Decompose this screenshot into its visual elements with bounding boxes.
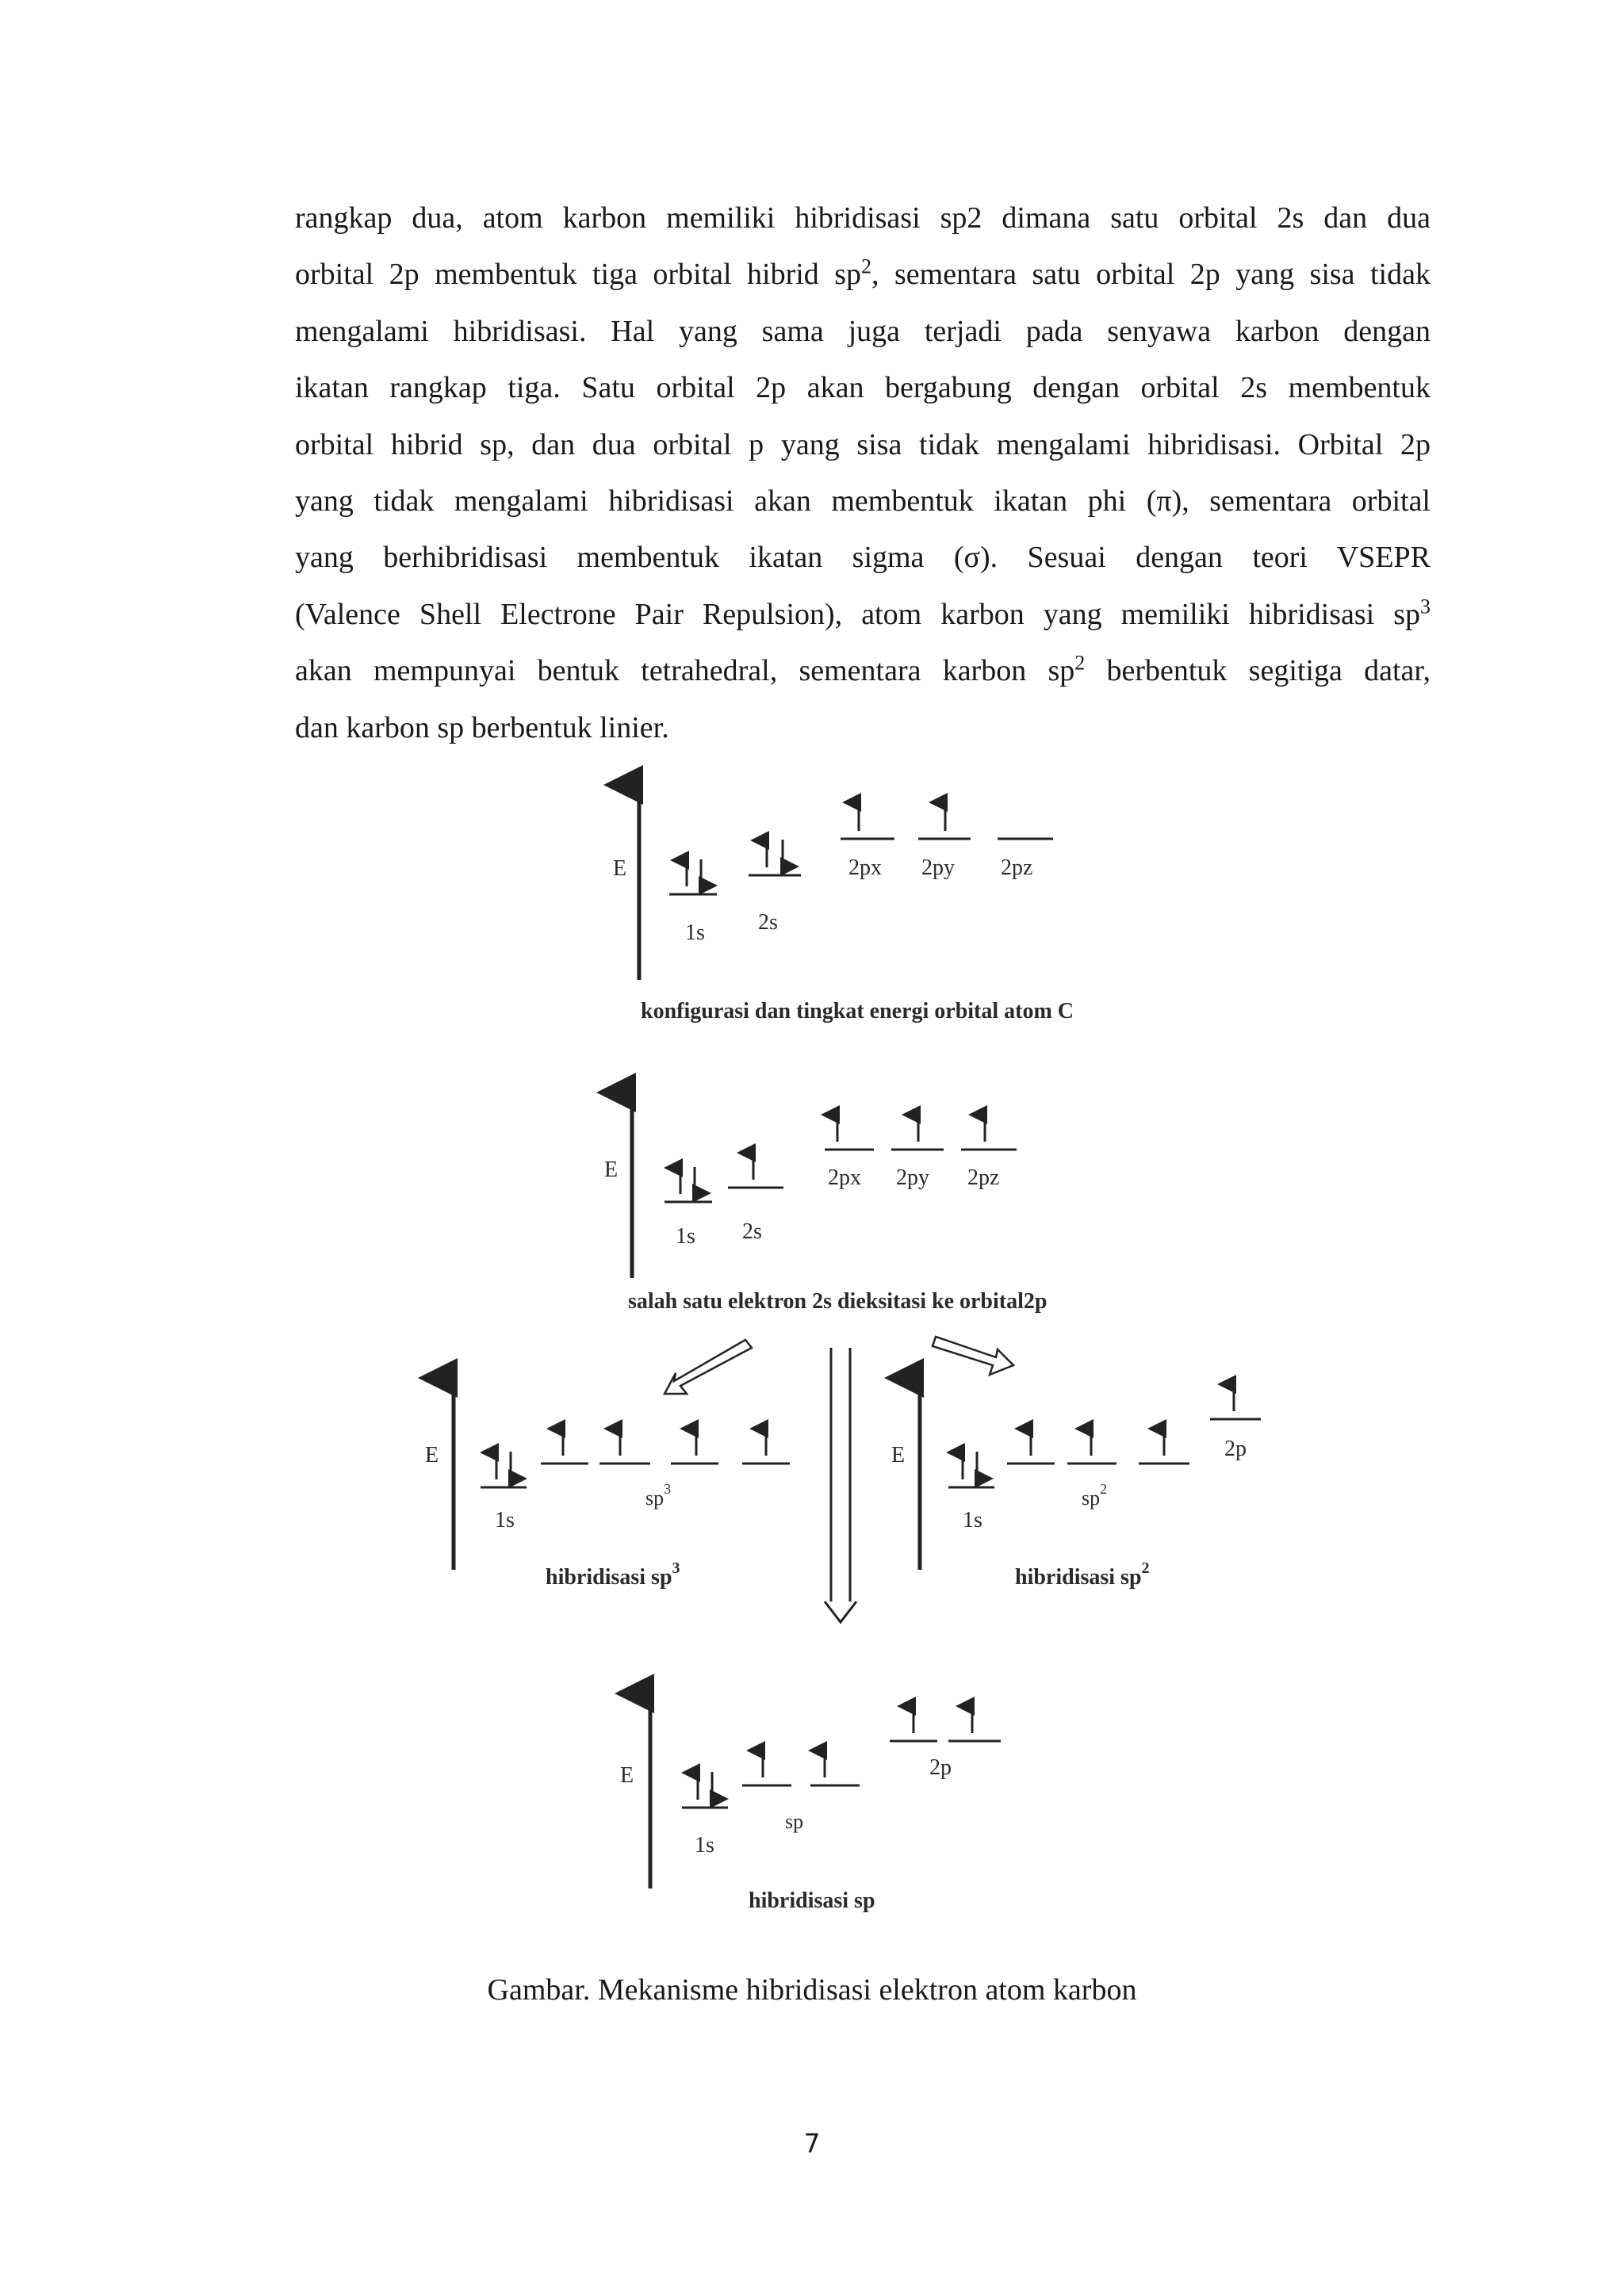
text-run: berbentuk segitiga datar,	[1085, 654, 1431, 688]
orbital-2s	[728, 1153, 783, 1244]
svg-text:2p: 2p	[1224, 1437, 1247, 1461]
superscript: 2	[1074, 651, 1086, 675]
orbital-2px	[825, 1115, 874, 1190]
svg-text:1s: 1s	[495, 1508, 515, 1533]
diagram-caption: konfigurasi dan tingkat energi orbital atom C	[641, 999, 1074, 1024]
svg-text:sp2: $sp^2$	[1082, 1481, 1108, 1510]
svg-text:1s: 1s	[695, 1833, 714, 1858]
energy-label: E	[620, 1763, 634, 1788]
svg-text:1s: 1s	[963, 1508, 982, 1533]
svg-text:2px: 2px	[828, 1165, 861, 1190]
orbital-1s	[948, 1452, 994, 1533]
arrow-to-sp3	[665, 1340, 752, 1394]
svg-text:1s: 1s	[676, 1224, 695, 1249]
paragraph-line	[295, 587, 1431, 643]
paragraph-line	[295, 643, 1431, 699]
superscript: 3	[1420, 595, 1431, 618]
paragraph-line: mengalami hibridisasi. Hal yang sama juga terjadi pada senyawa karbon dengan	[295, 314, 1431, 348]
figure-caption: Gambar. Mekanisme hibridisasi elektron atom karbon	[487, 1973, 1137, 2007]
page-number: 7	[803, 2128, 821, 2159]
orbital-2pz	[998, 839, 1053, 880]
text-run: (Valence Shell Electrone Pair Repulsion), atom karbon yang memiliki hibridisasi sp	[295, 597, 1420, 631]
paragraph-line: yang berhibridisasi membentuk ikatan sigma (σ). Sesuai dengan teori VSEPR	[295, 541, 1431, 575]
svg-text:2s: 2s	[742, 1219, 762, 1244]
orbital-2px	[841, 802, 894, 880]
energy-label: E	[891, 1443, 906, 1468]
orbital-2p	[890, 1706, 1001, 1780]
svg-text:2s: 2s	[758, 910, 778, 935]
orbital-2p	[1210, 1384, 1261, 1461]
svg-text:2pz: 2pz	[1001, 855, 1033, 880]
energy-label: E	[613, 856, 627, 881]
text-run: , sementara satu orbital 2p yang sisa tidak	[871, 258, 1431, 292]
energy-label: E	[425, 1443, 439, 1468]
orbital-1s	[682, 1772, 728, 1858]
arrow-to-sp	[825, 1348, 856, 1622]
diagram-sp2	[891, 1378, 1261, 1590]
paragraph-line: yang tidak mengalami hibridisasi akan membentuk ikatan phi (π), sementara orbital	[295, 484, 1431, 518]
arrow-to-sp2	[933, 1337, 1013, 1375]
diagram-caption: hibridisasi $sp^3$	[546, 1559, 680, 1590]
orbital-1s	[669, 859, 717, 945]
orbital-sp2	[1007, 1429, 1189, 1510]
svg-text:2py: 2py	[896, 1165, 929, 1190]
orbital-2s	[749, 840, 801, 935]
orbital-2py	[918, 802, 971, 880]
orbital-2pz	[961, 1115, 1017, 1190]
svg-text:2px: 2px	[848, 855, 882, 880]
paragraph-line: orbital hibrid sp, dan dua orbital p yang sisa tidak mengalami hibridisasi. Orbital 2p	[295, 427, 1431, 461]
paragraph-line	[295, 247, 1431, 303]
diagram-caption: hibridisasi sp	[749, 1888, 875, 1913]
orbital-1s	[665, 1167, 712, 1249]
diagram-excited-state	[604, 1093, 1047, 1314]
paragraph-line: dan karbon sp berbentuk linier.	[295, 710, 669, 744]
svg-text:sp: sp	[785, 1810, 804, 1833]
diagram-caption: hibridisasi $sp^2$	[1015, 1559, 1150, 1590]
hybridization-figure	[0, 761, 1624, 1934]
diagram-sp3	[425, 1378, 790, 1590]
energy-label: E	[604, 1158, 619, 1182]
svg-text:2py: 2py	[921, 855, 955, 880]
diagram-ground-state	[613, 785, 1074, 1024]
svg-text:1s: 1s	[685, 920, 705, 945]
paragraph-line: ikatan rangkap tiga. Satu orbital 2p akan bergabung dengan orbital 2s membentuk	[295, 371, 1431, 405]
diagram-caption: salah satu elektron 2s dieksitasi ke orbital2p	[628, 1289, 1048, 1314]
superscript: 2	[861, 254, 872, 278]
diagram-sp	[620, 1693, 1001, 1913]
orbital-sp3	[541, 1429, 790, 1510]
text-run: orbital 2p membentuk tiga orbital hibrid sp	[295, 258, 862, 292]
orbital-2py	[891, 1115, 944, 1190]
text-run: akan mempunyai bentuk tetrahedral, sementara karbon sp	[295, 654, 1075, 688]
orbital-1s	[481, 1452, 527, 1533]
orbital-sp	[742, 1751, 860, 1833]
body-paragraph	[295, 190, 1431, 756]
paragraph-line: rangkap dua, atom karbon memiliki hibridisasi sp2 dimana satu orbital 2s dan dua	[295, 201, 1431, 235]
svg-text:sp3: $sp^3$	[645, 1481, 672, 1510]
svg-text:2p: 2p	[929, 1755, 952, 1780]
svg-text:2pz: 2pz	[967, 1165, 1000, 1190]
